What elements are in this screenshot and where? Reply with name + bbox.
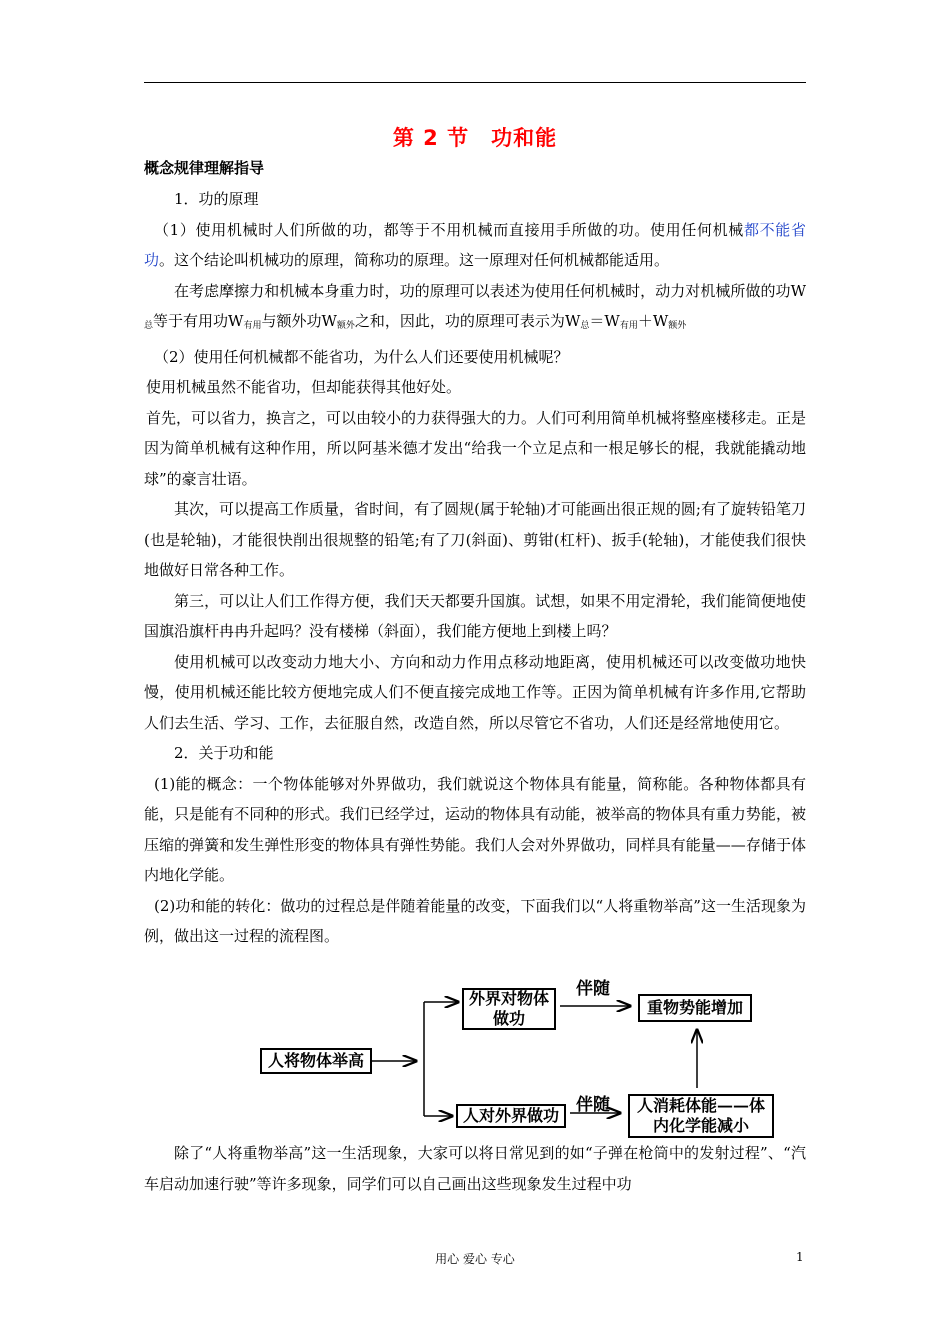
flow-diagram bbox=[256, 972, 796, 1144]
paragraph: 除了“人将重物举高”这一生活现象，大家可以将日常见到的如“子弹在枪筒中的发射过程”、“汽车启动加速行驶”等许多现象，同学们可以自己画出这些现象发生过程中功 bbox=[144, 1144, 806, 1193]
highlight-text: 都不能省功 bbox=[144, 220, 806, 269]
paragraph: 使用机械虽然不能省功，但却能获得其他好处。 bbox=[146, 378, 462, 396]
body-text bbox=[144, 184, 806, 952]
box-potential-increase: 重物势能增加 bbox=[638, 994, 752, 1022]
paragraph: (1)能的概念：一个物体能够对外界做功，我们就说这个物体具有能量，简称能。各种物体都具有能，只是能有不同种的形式。我们已经学过，运动的物体具有动能，被举高的物体具有重力势能，被压缩的弹簧和发生弹性形变的物体具有弹性势能。我们人会对外界做功，同样具有能量——存储于体内地化学能。 bbox=[144, 774, 806, 884]
page-title bbox=[0, 122, 950, 152]
page-footer: 用心 爱心 专心 bbox=[435, 1252, 515, 1266]
paragraph: 使用机械可以改变动力地大小、方向和动力作用点移动地距离，使用机械还可以改变做功地快慢，使用机械还能比较方便地完成人们不便直接完成地工作等。正因为简单机械有许多作用,它帮助人们去生活、学习、工作，去征服自然，改造自然，所以尽管它不省功，人们还是经常地使用它。 bbox=[144, 652, 806, 732]
paragraph: （2）使用任何机械都不能省功，为什么人们还要使用机械呢？ bbox=[154, 347, 569, 366]
paragraph: （1）使用机械时人们所做的功，都等于不用机械而直接用手所做的功。使用任何机械都不能省功。这个结论叫机械功的原理，简称功的原理。这一原理对任何机械都能适用。 bbox=[144, 220, 806, 269]
label-accompany-top: 伴随 bbox=[576, 979, 610, 999]
paragraph: (2)功和能的转化：做功的过程总是伴随着能量的改变，下面我们以“人将重物举高”这一生活现象为例，做出这一过程的流程图。 bbox=[144, 896, 806, 945]
paragraph: 第三，可以让人们工作得方便，我们天天都要升国旗。试想，如果不用定滑轮，我们能简便地使国旗沿旗杆冉冉升起吗？没有楼梯（斜面），我们能方便地上到楼上吗？ bbox=[144, 591, 806, 640]
heading-work-principle: 1．功的原理 bbox=[174, 190, 259, 208]
heading-work-energy: 2．关于功和能 bbox=[174, 744, 274, 762]
header-rule bbox=[144, 82, 806, 83]
title-topic: 功和能 bbox=[491, 126, 558, 150]
paragraph: 首先，可以省力，换言之，可以由较小的力获得强大的力。人们可利用简单机械将整座楼移走。正是因为简单机械有这种作用，所以阿基米德才发出“给我一个立足点和一根足够长的棍，我就能撬动地球”的豪言壮语。 bbox=[144, 408, 807, 488]
paragraph-formula: 在考虑摩擦力和机械本身重力时，功的原理可以表述为使用任何机械时，动力对机械所做的功$W_总$等于有用功$W_{有用}$与额外功$W_{额外}$之和，因此，功的原理可表示为$W_总=W_{有用}+W_{额外}$ bbox=[144, 281, 806, 331]
box-external-work: 外界对物体做功 bbox=[462, 988, 556, 1030]
section-heading: 概念规律理解指导 bbox=[144, 159, 265, 177]
box-chemical-decrease: 人消耗体能——体内化学能减小 bbox=[628, 1094, 774, 1138]
box-start: 人将物体举高 bbox=[260, 1048, 372, 1074]
title-section-number: 第 2 节 bbox=[392, 126, 470, 150]
box-person-work: 人对外界做功 bbox=[456, 1104, 566, 1128]
paragraph: 其次，可以提高工作质量，省时间，有了圆规(属于轮轴)才可能画出很正规的圆;有了旋转铅笔刀(也是轮轴)，才能很快削出很规整的铅笔;有了刀(斜面)、剪钳(杠杆)、扳手(轮轴)，才能使我们很快地做好日常各种工作。 bbox=[144, 500, 806, 579]
page-number: 1 bbox=[796, 1250, 804, 1264]
body-text-continued bbox=[144, 1138, 806, 1199]
label-accompany-bottom: 伴随 bbox=[576, 1095, 610, 1115]
